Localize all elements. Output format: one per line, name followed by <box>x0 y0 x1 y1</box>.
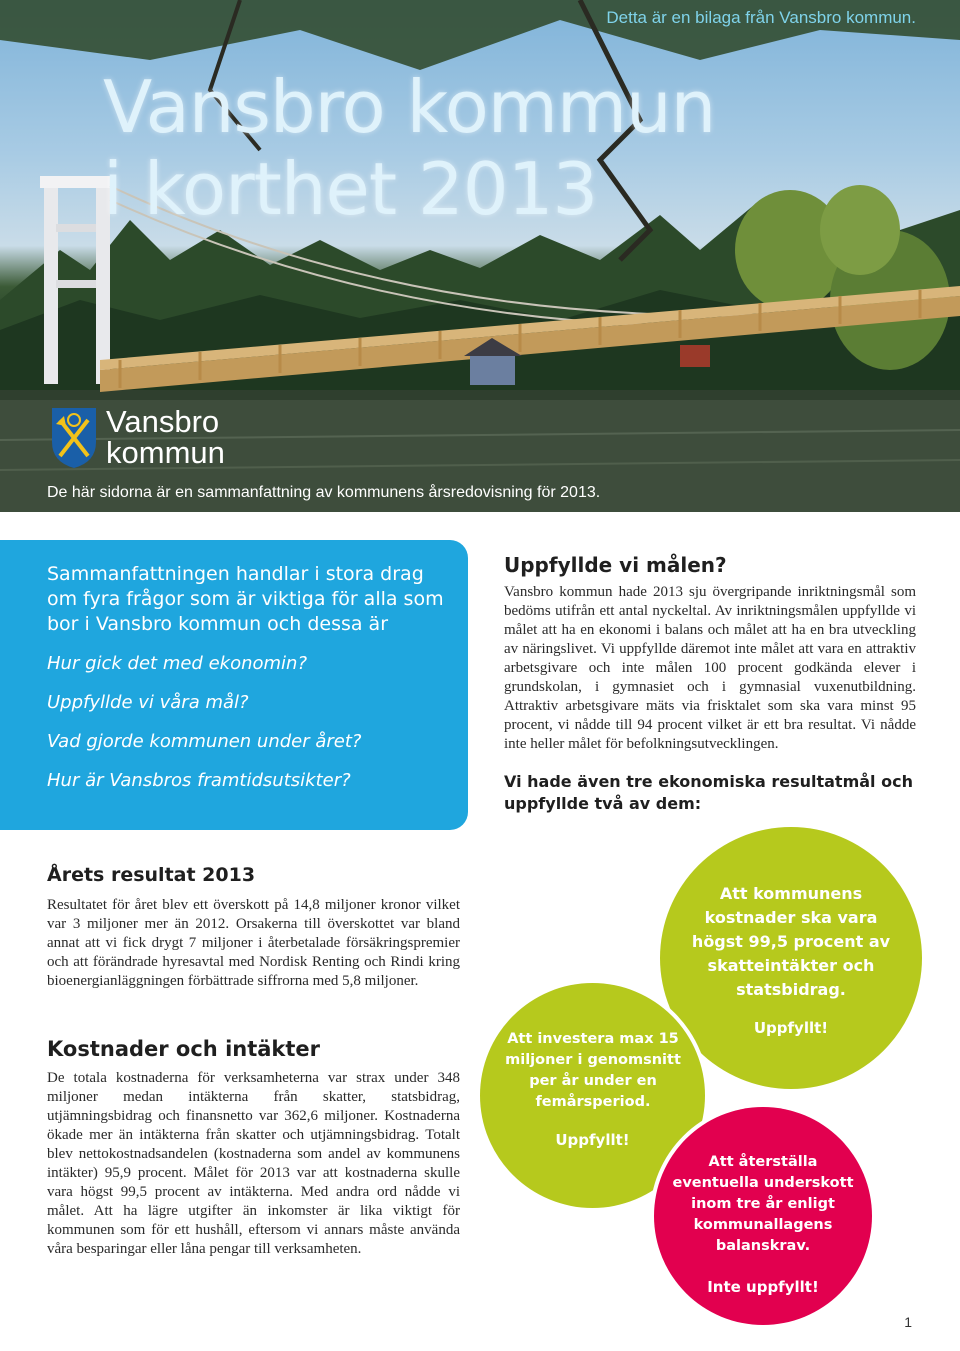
hero-photo <box>0 0 960 512</box>
logo-wordmark <box>106 406 225 468</box>
goals-section <box>504 553 916 815</box>
costs-body: De totala kostnaderna för verksamheterna var strax under 348 miljoner medan intäkterna från skatter, statsbidrag, utjämningsbidrag och finansnetto var 362,6 miljoner. Kostnaderna ökade mer än intäkterna från skatter och utjämningsbidrag. Totalt blev nettokostnadsandelen (kostnaderna som andel av kommunens intäkter) 95,9 procent. Målet för 2013 var att kostnaderna skulle vara högst 99,5 procent av intäkterna. Med andra ord nådde vi målet. Att ha lägre utgifter än inkomster är lika viktigt för kommunen som för ett hushåll, eftersom vi annars måste använda våra besparingar eller låna pengar till verksamheten. <box>47 1070 460 1257</box>
question-goals: Uppfyllde vi våra mål? <box>47 692 249 713</box>
goal-circle-costs <box>660 827 922 1089</box>
result-body: Resultatet för året blev ett överskott på 14,8 miljoner kronor vilket var 3 miljoner mer än 2012. Orsakerna till överskottet var bland annat att vi fick drygt 7 miljoner i återbetalade försäkringspremier och att förändrade hyresavtal med Nordisk Renting och Rindi kring bioenergianläggningen förbättrade siffrorna med 5,8 miljoner. <box>47 897 460 989</box>
question-economy: Hur gick det med ekonomin? <box>47 653 307 674</box>
result-section <box>47 864 460 991</box>
supplement-note: Detta är en bilaga från Vansbro kommun. <box>606 8 916 27</box>
intro-box <box>0 540 468 830</box>
goals-subheading: Vi hade även tre ekonomiska resultatmål och uppfyllde två av dem: <box>504 772 913 813</box>
page-title <box>103 66 715 230</box>
goal-circle-investment-text: Att investera max 15 miljoner i genomsnitt per år under en femårsperiod. <box>505 1031 681 1110</box>
costs-section <box>47 1037 460 1259</box>
goal-circle-costs-result: Uppfyllt! <box>753 1019 829 1037</box>
logo-line-1: Vansbro <box>106 404 220 439</box>
vansbro-logo <box>50 406 250 476</box>
goals-heading: Uppfyllde vi målen? <box>504 553 727 577</box>
question-activities: Vad gjorde kommunen under året? <box>47 731 362 752</box>
page-title-line-1: Vansbro kommun <box>103 65 716 149</box>
goal-circle-deficit <box>654 1107 872 1325</box>
intro-text: Sammanfattningen handlar i stora drag om fyra frågor som är viktiga för alla som bor i Vansbro kommun och dessa är <box>47 563 444 635</box>
coat-of-arms-icon <box>50 406 98 470</box>
result-heading: Årets resultat 2013 <box>47 864 256 886</box>
goal-circle-deficit-result: Inte uppfyllt! <box>707 1278 819 1296</box>
logo-line-2: kommun <box>106 435 225 470</box>
goal-circle-deficit-text: Att återställa eventuella underskott inom tre år enligt kommunallagens balanskrav. <box>672 1154 854 1254</box>
page-title-line-2: i korthet 2013 <box>103 147 598 231</box>
page-number: 1 <box>904 1314 912 1330</box>
question-outlook: Hur är Vansbros framtidsutsikter? <box>47 770 351 791</box>
hero-caption: De här sidorna är en sammanfattning av kommunens årsredovisning för 2013. <box>47 484 601 501</box>
goals-body: Vansbro kommun hade 2013 sju övergripande inriktningsmål som bedöms utifrån ett antal nyckeltal. Av inriktningsmålen uppfyllde vi målet att ha en ekonomi i balans och målet att ha en bra utveckling av näringslivet. Vi uppfyllde däremot inte målet att vara en attraktiv arbetsgivare och inte målen 100 procent godkända elever i grundskolan, i gymnasiet och i gymnasial vuxenutbildning. Attraktiv arbetsgivare mäts via frisktalet som ska vara minst 95 procent, vi nådde till 94 procent vilket är ett bra resultat. Vi nådde inte heller målet för befolkningsutvecklingen. <box>504 584 916 752</box>
goal-circle-investment-result: Uppfyllt! <box>555 1131 630 1149</box>
goal-circle-costs-text: Att kommunens kostnader ska vara högst 99,5 procent av skatteintäkter och statsbidrag. <box>691 884 891 999</box>
costs-heading: Kostnader och intäkter <box>47 1037 321 1061</box>
